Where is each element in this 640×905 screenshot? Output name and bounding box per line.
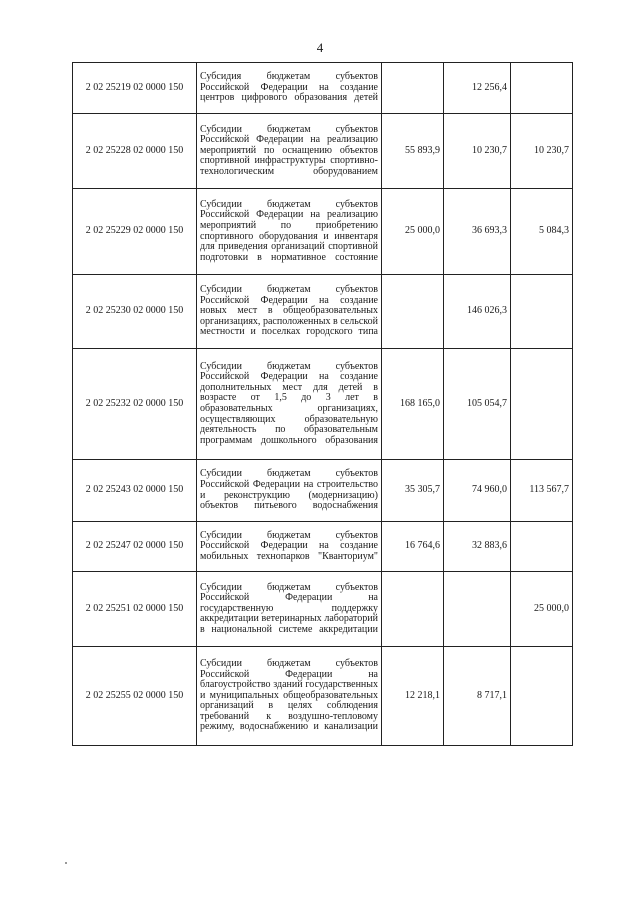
scan-speck	[65, 862, 67, 864]
budget-code-cell: 2 02 25255 02 0000 150	[73, 647, 197, 746]
description-cell: Субсидии бюджетам субъектов Российской Федерации на создание дополнительных мест для детей в возрасте от 1,5 до 3 лет в образовательных организациях, осуществляющих образовательную деятельность по образовательным программам дошкольного образования	[197, 349, 382, 460]
description-cell: Субсидии бюджетам субъектов Российской Федерации на строительство и реконструкцию (модернизацию) объектов питьевого водоснабжения	[197, 460, 382, 522]
amount-cell: 25 000,0	[511, 572, 573, 647]
budget-code-cell: 2 02 25247 02 0000 150	[73, 522, 197, 572]
amount-cell	[511, 349, 573, 460]
amount-cell: 168 165,0	[382, 349, 444, 460]
budget-code-cell: 2 02 25230 02 0000 150	[73, 275, 197, 349]
amount-cell: 74 960,0	[444, 460, 511, 522]
amount-cell	[511, 522, 573, 572]
amount-cell	[511, 275, 573, 349]
budget-table	[72, 62, 573, 746]
description-cell: Субсидия бюджетам субъектов Российской Федерации на создание центров цифрового образования детей	[197, 63, 382, 114]
amount-cell	[382, 572, 444, 647]
table-row	[73, 572, 573, 647]
table-row	[73, 114, 573, 189]
table-row	[73, 522, 573, 572]
budget-code-cell: 2 02 25219 02 0000 150	[73, 63, 197, 114]
amount-cell: 5 084,3	[511, 189, 573, 275]
page-number: 4	[316, 40, 324, 55]
table-row	[73, 63, 573, 114]
description-cell: Субсидии бюджетам субъектов Российской Федерации на благоустройство зданий государственных и муниципальных общеобразовательных организаций в целях соблюдения требований к воздушно-тепловому режиму, водоснабжению и канализации	[197, 647, 382, 746]
budget-code-cell: 2 02 25232 02 0000 150	[73, 349, 197, 460]
description-cell: Субсидии бюджетам субъектов Российской Федерации на государственную поддержку аккредитации ветеринарных лабораторий в национальной системе аккредитации	[197, 572, 382, 647]
amount-cell: 105 054,7	[444, 349, 511, 460]
amount-cell	[511, 647, 573, 746]
amount-cell	[382, 63, 444, 114]
amount-cell: 113 567,7	[511, 460, 573, 522]
budget-code-cell: 2 02 25243 02 0000 150	[73, 460, 197, 522]
description-cell: Субсидии бюджетам субъектов Российской Федерации на реализацию мероприятий по оснащению объектов спортивной инфраструктуры спортивно-технологическим оборудованием	[197, 114, 382, 189]
amount-cell: 35 305,7	[382, 460, 444, 522]
description-cell: Субсидии бюджетам субъектов Российской Федерации на создание мобильных технопарков "Кванториум"	[197, 522, 382, 572]
amount-cell: 12 256,4	[444, 63, 511, 114]
amount-cell	[444, 572, 511, 647]
table-row	[73, 647, 573, 746]
amount-cell: 55 893,9	[382, 114, 444, 189]
amount-cell: 36 693,3	[444, 189, 511, 275]
amount-cell: 12 218,1	[382, 647, 444, 746]
table-row	[73, 189, 573, 275]
budget-code-cell: 2 02 25228 02 0000 150	[73, 114, 197, 189]
table-row	[73, 349, 573, 460]
budget-code-cell: 2 02 25251 02 0000 150	[73, 572, 197, 647]
amount-cell: 8 717,1	[444, 647, 511, 746]
budget-code-cell: 2 02 25229 02 0000 150	[73, 189, 197, 275]
table-row	[73, 275, 573, 349]
amount-cell: 10 230,7	[511, 114, 573, 189]
table-row	[73, 460, 573, 522]
amount-cell	[382, 275, 444, 349]
amount-cell: 25 000,0	[382, 189, 444, 275]
description-cell: Субсидии бюджетам субъектов Российской Федерации на реализацию мероприятий по приобретению спортивного оборудования и инвентаря для приведения организаций спортивной подготовки в нормативное состояние	[197, 189, 382, 275]
budget-table-body	[73, 63, 573, 746]
amount-cell: 146 026,3	[444, 275, 511, 349]
amount-cell: 32 883,6	[444, 522, 511, 572]
amount-cell	[511, 63, 573, 114]
amount-cell: 10 230,7	[444, 114, 511, 189]
amount-cell: 16 764,6	[382, 522, 444, 572]
description-cell: Субсидии бюджетам субъектов Российской Федерации на создание новых мест в общеобразовательных организациях, расположенных в сельской местности и поселках городского типа	[197, 275, 382, 349]
